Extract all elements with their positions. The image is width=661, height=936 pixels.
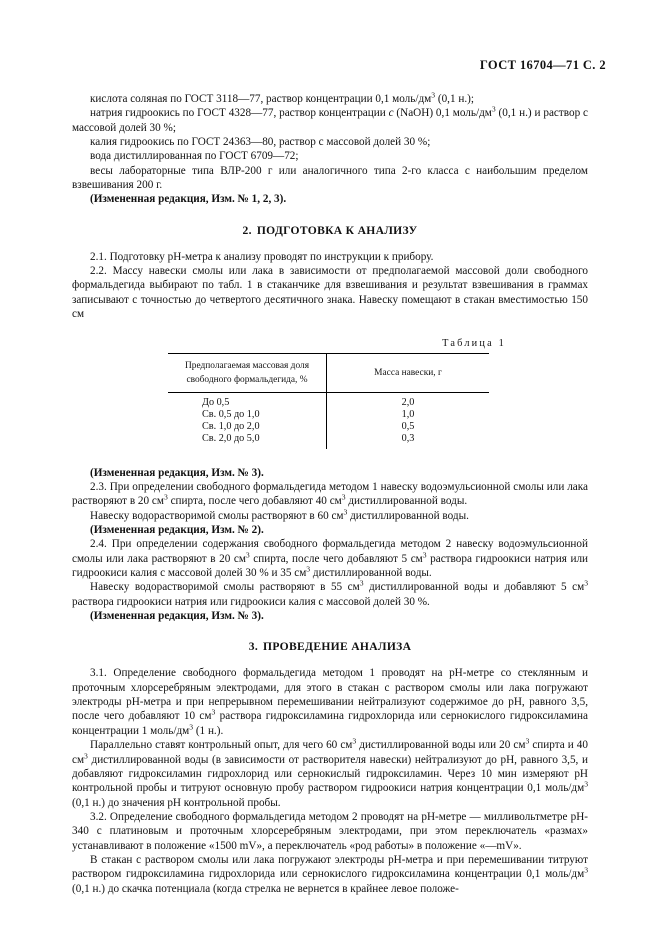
revision-note-3: (Измененная редакция, Изм. № 2). bbox=[90, 524, 264, 537]
section-2-heading bbox=[72, 224, 588, 237]
section-2-title: ПОДГОТОВКА К АНАЛИЗУ bbox=[256, 223, 418, 237]
table-1-block bbox=[72, 338, 588, 448]
running-header: ГОСТ 16704—71 С. 2 bbox=[479, 58, 606, 72]
revision-note-4: (Измененная редакция, Изм. № 3). bbox=[90, 610, 264, 623]
table-1-body bbox=[168, 393, 489, 449]
paragraph-3-3-text: В стакан с раствором смолы или лака погружают электроды pH-метра и при перемешивании титруют раствором гидроксиламина гидрохлорида или сернокислого гидроксиламина концентрации 0,1 моль/$дм^3$ (0,1 н.) до скачка потенциала (когда стрелка не вернется в крайнее левое положе- bbox=[72, 853, 588, 895]
table-cell-range: До 0,5 bbox=[168, 393, 327, 409]
reagent-line-sodium-hydroxide bbox=[72, 106, 588, 135]
table-cell-mass: 0,5 bbox=[401, 421, 415, 433]
section-3-title: ПРОВЕДЕНИЕ АНАЛИЗА bbox=[263, 640, 412, 654]
paragraph-3-1-text: 3.1. Определение свободного формальдегида методом 1 проводят на pH-метре со стеклянным и проточным хлорсеребряным электродами, для этого в стакан с раствором смолы или лака погружают электроды pH-метра и при непрерывном перемешивании нейтрализуют содержимое до pH, равного 3,5, после чего добавляют 10 $см^3$ раствора гидроксиламина гидрохлорида или сернокислого гидроксиламина концентрации 1 моль/$дм^3$ (1 н.). bbox=[72, 667, 588, 737]
reagent-text-1: кислота соляная по ГОСТ 3118—77, раствор концентрации 0,1 моль/$дм^3$ (0,1 н.); bbox=[90, 90, 474, 105]
paragraph-3-1-control-text: Параллельно ставят контрольный опыт, для чего 60 $см^3$ дистиллированной воды или 20 $см^3$ спирта и 40 $см^3$ дистиллированной воды (в зависимости от растворителя навески) нейтрализуют до pH, равного 3,5, и добавляют гидроксиламин гидрохлорид или сернокислый гидроксиламин. Через 10 мин измеряют pH контрольной пробы и титруют основную пробу раствором гидроокиси натрия концентрации 0,1 моль/$дм^3$ (0,1 н.) до значения pH контрольной пробы. bbox=[72, 736, 588, 809]
paragraph-2-4-b: Навеску водорастворимой смолы растворяют в 55 $см^3$ дистиллированной воды и добавляют 5 $см^3$ раствора гидроокиси натрия или гидроокиси калия с массовой долей 30 %. bbox=[72, 578, 589, 608]
table-row bbox=[168, 393, 489, 409]
table-1-caption: Таблица 1 bbox=[442, 338, 506, 350]
paragraph-2-2 bbox=[72, 264, 588, 321]
section-2-number: 2. bbox=[242, 223, 252, 237]
table-1 bbox=[168, 353, 489, 448]
reagent-line-hydrochloric-acid bbox=[72, 92, 588, 106]
reagent-text-2a: натрия гидроокись по ГОСТ 4328—77, раствор концентрации bbox=[90, 107, 389, 120]
table-header-row bbox=[168, 354, 489, 393]
section-3-heading bbox=[72, 640, 588, 653]
paragraph-2-3-second bbox=[72, 506, 588, 523]
paragraph-3-2: 3.2. Определение свободного формальдегида методом 2 проводят на pH-метре — милливольтметре pH-340 с платиновым и проточным хлорсеребряным электродами, при этом переключатель «размах» устанавливают в положение «1500 mV», а переключатель «род работы» в положение «—mV». bbox=[72, 810, 588, 852]
concentration-symbol: с bbox=[388, 107, 394, 120]
table-row bbox=[168, 409, 489, 421]
paragraph-2-4 bbox=[72, 537, 588, 580]
table-row bbox=[168, 433, 489, 449]
paragraph-2-4-second bbox=[72, 580, 588, 609]
reagent-line-laboratory-balance: весы лабораторные типа ВЛР-200 г или аналогичного типа 2-го класса с наибольшим пределом взвешивания 200 г. bbox=[72, 164, 588, 192]
reagent-line-potassium-hydroxide: калия гидроокись по ГОСТ 24363—80, раствор с массовой долей 30 %; bbox=[90, 136, 431, 149]
table-1-head bbox=[168, 354, 489, 393]
table-cell-mass: 1,0 bbox=[401, 409, 415, 421]
paragraph-3-3 bbox=[72, 853, 588, 896]
revision-note-1: (Измененная редакция, Изм. № 1, 2, 3). bbox=[90, 193, 287, 206]
body-column bbox=[72, 92, 588, 896]
paragraph-2-4-a: 2.4. При определении содержания свободного формальдегида методом 2 навеску водоэмульсионной смолы или лака растворяют в 20 $см^3$ спирта, после чего добавляют 5 $см^3$ раствора гидроокиси натрия или гидроокиси калия с массовой долей 30 % и 35 $см^3$ дистиллированной воды. bbox=[72, 538, 589, 580]
table-cell-range: Св. 0,5 до 1,0 bbox=[168, 409, 327, 421]
table-cell-mass: 0,3 bbox=[401, 432, 415, 444]
table-cell-mass: 2,0 bbox=[401, 397, 415, 409]
paragraph-3-1 bbox=[72, 666, 588, 738]
reagent-text-2b: (NaOH) 0,1 моль/$дм^3$ (0,1 н.) и раствор с массовой долей 30 %; bbox=[72, 104, 588, 134]
table-cell-range: Св. 1,0 до 2,0 bbox=[168, 421, 327, 433]
reagent-line-distilled-water: вода дистиллированная по ГОСТ 6709—72; bbox=[90, 150, 299, 163]
revision-note-2: (Измененная редакция, Изм. № 3). bbox=[90, 466, 264, 479]
table-row bbox=[168, 421, 489, 433]
table-cell-range: Св. 2,0 до 5,0 bbox=[168, 433, 327, 449]
table-header-sample-mass: Масса навески, г bbox=[327, 354, 490, 393]
section-3-number: 3. bbox=[248, 640, 259, 654]
paragraph-2-3-b: Навеску водорастворимой смолы растворяют в 60 $см^3$ дистиллированной воды. bbox=[90, 506, 469, 522]
paragraph-2-1: 2.1. Подготовку pH-метра к анализу проводят по инструкции к прибору. bbox=[90, 250, 434, 263]
paragraph-3-1-control bbox=[72, 738, 588, 810]
paragraph-2-3 bbox=[72, 480, 588, 509]
paragraph-2-3-a: 2.3. При определении свободного формальдегида методом 1 навеску водоэмульсионной смолы или лака растворяют в 20 $см^3$ спирта, после чего добавляют 40 $см^3$ дистиллированной воды. bbox=[72, 481, 588, 508]
table-header-mass-fraction: Предполагаемая массовая доля свободного формальдегида, % bbox=[168, 354, 327, 393]
paragraph-2-2-text: 2.2. Массу навески смолы или лака в зависимости от предполагаемой массовой доли свободного формальдегида выбирают по табл. 1 в стаканчике для взвешивания и результат взвешивания в граммах записывают с точностью до четвертого десятичного знака. Навеску помещают в стакан вместимостью 150 см bbox=[72, 265, 588, 321]
